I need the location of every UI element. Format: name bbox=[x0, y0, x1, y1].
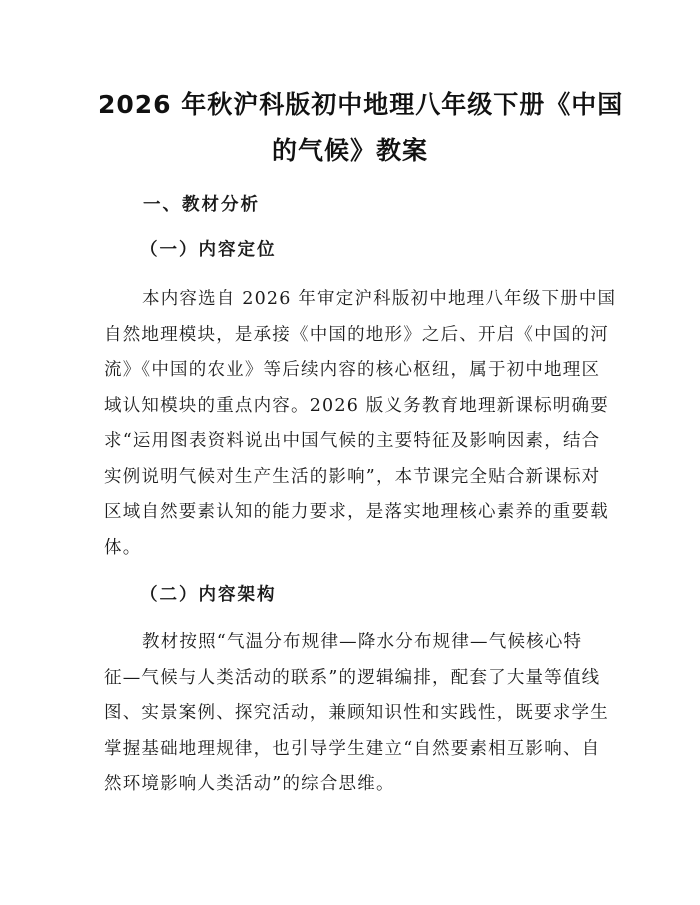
paragraph-line: 自然地理模块，是承接《中国的地形》之后、开启《中国的河 bbox=[104, 324, 609, 345]
paragraph-content-positioning bbox=[104, 282, 616, 566]
paragraph-line: 图、实景案例、探究活动，兼顾知识性和实践性，既要求学生 bbox=[104, 703, 609, 723]
paragraph-line: 征—气候与人类活动的联系”的逻辑编排，配套了大量等值线 bbox=[104, 667, 601, 688]
paragraph-line: 域认知模块的重点内容。2026 版义务教育地理新课标明确要 bbox=[104, 395, 609, 416]
paragraph-line: 实例说明气候对生产生活的影响”，本节课完全贴合新课标对 bbox=[104, 466, 601, 487]
title-line-1: 2026 年秋沪科版初中地理八年级下册《中国 bbox=[98, 90, 624, 119]
subsection-heading-content-structure: （二）内容架构 bbox=[140, 585, 277, 605]
paragraph-line: 本内容选自 2026 年审定沪科版初中地理八年级下册中国 bbox=[142, 289, 617, 309]
paragraph-line: 区域自然要素认知的能力要求，是落实地理核心素养的重要载 bbox=[104, 502, 609, 522]
subsection-heading-content-positioning: （一）内容定位 bbox=[140, 240, 277, 260]
section-heading-textbook-analysis: 一、教材分析 bbox=[143, 195, 260, 215]
paragraph-line: 求“运用图表资料说出中国气候的主要特征及影响因素，结合 bbox=[104, 431, 601, 451]
paragraph-content-structure bbox=[104, 625, 609, 803]
paragraph-line: 流》《中国的农业》等后续内容的核心枢纽，属于初中地理区 bbox=[104, 360, 601, 380]
paragraph-line: 体。 bbox=[104, 537, 142, 558]
paragraph-line: 然环境影响人类活动”的综合思维。 bbox=[104, 774, 395, 794]
paragraph-line: 掌握基础地理规律，也引导学生建立“自然要素相互影响、自 bbox=[104, 738, 601, 759]
title-line-2: 的气候》教案 bbox=[271, 136, 428, 165]
document-title bbox=[98, 82, 624, 174]
paragraph-line: 教材按照“气温分布规律—降水分布规律—气候核心特 bbox=[142, 632, 583, 652]
